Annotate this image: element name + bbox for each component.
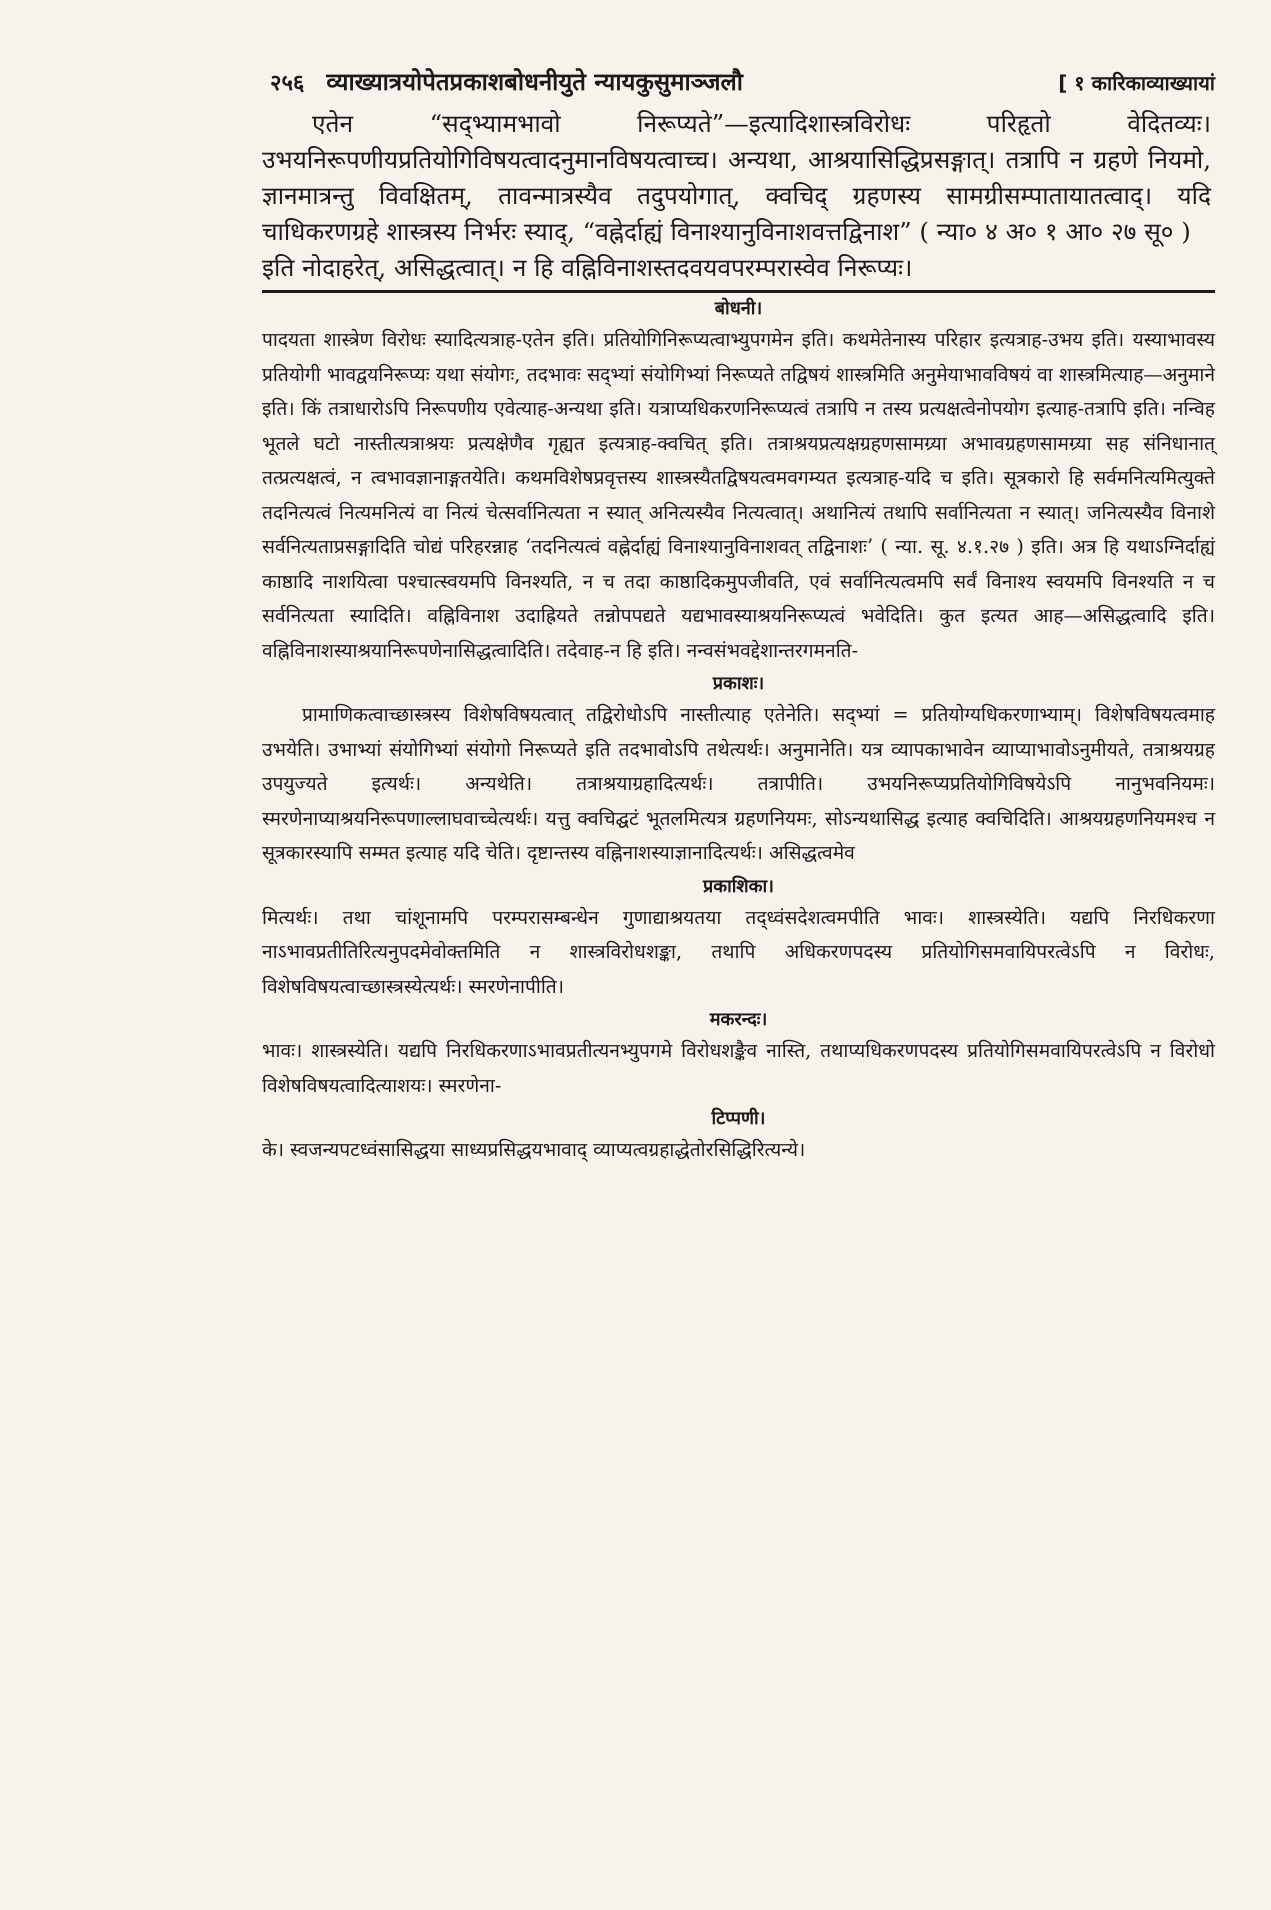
prakashika-section: [262, 873, 1215, 1005]
running-head: [270, 62, 1215, 104]
commentary-paragraph: पादयता शास्त्रेण विरोधः स्यादित्यत्राह-एतेन इति। प्रतियोगिनिरूप्यत्वाभ्युपगमेन इति। कथमेतेनास्य परिहार इत्यत्राह-उभय इति। यस्याभावस्य प्रतियोगी भावद्वयनिरूप्यः यथा संयोगः, तदभावः सद्भ्यां संयोगिभ्यां निरूप्यते तद्विषयं शास्त्रमिति अनुमेयाभावविषयं वा शास्त्रमित्याह—अनुमाने इति। किं तत्राधारोऽपि निरूपणीय एवेत्याह-अन्यथा इति। यत्राप्यधिकरणनिरूप्यत्वं तत्रापि न तस्य प्रत्यक्षत्वेनोपयोग इत्याह-तत्रापि इति। नन्विह भूतले घटो नास्तीत्यत्राश्रयः प्रत्यक्षेणैव गृह्यत इत्यत्राह-क्वचित् इति। तत्राश्रयप्रत्यक्षग्रहणसामग्र्या अभावग्रहणसामग्र्या सह संनिधानात् तत्प्रत्यक्षत्वं, न त्वभावज्ञानाङ्गतयेति। कथमविशेषप्रवृत्तस्य शास्त्रस्यैतद्विषयत्वमवगम्यत इत्यत्राह-यदि च इति। सूत्रकारो हि सर्वमनित्यमित्युक्ते तदनित्यत्वं नित्यमनित्यं वा नित्यं चेत्सर्वानित्यता न स्यात् अनित्यस्यैव नित्यत्वात्। अथानित्यं तथापि सर्वानित्यता न स्यात्। जनित्यस्यैव विनाशे सर्वनित्यताप्रसङ्गादिति चोद्यं परिहरन्नाह ‘तदनित्यत्वं वह्नेर्दाह्यं विनाश्यानुविनाशवत् तद्विनाशः’ ( न्या. सू. ४.१.२७ ) इति। अत्र हि यथाऽग्निर्दाह्यं काष्ठादि नाशयित्वा पश्चात्स्वयमपि विनश्यति, न च तदा काष्ठादिकमुपजीवति, एवं सर्वानित्यत्वमपि सर्वं विनाश्य स्वयमपि विनश्यति न च सर्वनित्यता स्यादिति। वह्निविनाश उदाह्रियते तन्नोपपद्यते यद्यभावस्याश्रयनिरूप्यत्वं भवेदिति। कुत इत्यत आह—असिद्धत्वादि इति। वह्निविनाशस्याश्रयानिरूपणेनासिद्धत्वादिति। तदेवाह-न हि इति। नन्वसंभवद्देशान्तरगमनति-: [262, 328, 1215, 662]
root-text: [262, 106, 1211, 286]
commentary: [262, 295, 1215, 1168]
running-title: व्याख्यात्रयोपेतप्रकाशबोधनीयुते न्यायकुसुमाञ्जलौ: [326, 68, 743, 96]
commentary-paragraph: मित्यर्थः। तथा चांशूनामपि परम्परासम्बन्धेन गुणाद्याश्रयतया तद्ध्वंसदेशत्वमपीति भावः। शास्त्रस्येति। यद्यपि निरधिकरणा नाऽभावप्रतीतिरित्यनुपदमेवोक्तमिति न शास्त्रविरोधशङ्का, तथापि अधिकरणपदस्य प्रतियोगिसमवायिपरत्वेऽपि न विरोधः, विशेषविषयत्वाच्छास्त्रस्येत्यर्थः। स्मरणेनापीति।: [262, 905, 1215, 998]
commentary-paragraph: प्रामाणिकत्वाच्छास्त्रस्य विशेषविषयत्वात् तद्विरोधोऽपि नास्तीत्याह एतेनेति। सद्भ्यां = प्रतियोग्यधिकरणाभ्याम्। विशेषविषयत्वमाह उभयेति। उभाभ्यां संयोगिभ्यां संयोगो निरूप्यते इति तदभावोऽपि तथेत्यर्थः। अनुमानेति। यत्र व्यापकाभावेन व्याप्याभावोऽनुमीयते, तत्राश्रयग्रह उपयुज्यते इत्यर्थः। अन्यथेति। तत्राश्रयाग्रहादित्यर्थः। तत्रापीति। उभयनिरूप्यप्रतियोगिविषयेऽपि नानुभवनियमः। स्मरणेनाप्याश्रयनिरूपणाल्लाघवाच्चेत्यर्थः। यत्तु क्वचिद्घटं भूतलमित्यत्र ग्रहणनियमः, सोऽन्यथासिद्ध इत्याह क्वचिदिति। आश्रयग्रहणनियमश्च न सूत्रकारस्यापि सम्मत इत्याह यदि चेति। दृष्टान्तस्य वह्निनाशस्याज्ञानादित्यर्थः। असिद्धत्वमेव: [262, 703, 1215, 864]
root-text-para: इति नोदाहरेत्, असिद्धत्वात्। न हि वह्निविनाशस्तदवयवपरम्परास्वेव निरूप्यः।: [262, 253, 913, 282]
section-heading: प्रकाशः।: [712, 673, 765, 694]
running-section: [ १ कारिकाव्याख्यायां: [1058, 71, 1215, 95]
root-text-para: एतेन “सद्भ्यामभावो निरूप्यते”—इत्यादिशास्त्रविरोधः परिहृतो वेदितव्यः। उभयनिरूपणीयप्रतियोगिविषयत्वादनुमानविषयत्वाच्च। अन्यथा, आश्रयासिद्धिप्रसङ्गात्। तत्रापि न ग्रहणे नियमो, ज्ञानमात्रन्तु विवक्षितम्, तावन्मात्रस्यैव तदुपयोगात्, क्वचिद् ग्रहणस्य सामग्रीसम्पातायातत्वाद्। यदि चाधिकरणग्रहे शास्त्रस्य निर्भरः स्याद्, “वह्नेर्दाह्यं विनाश्यानुविनाशवत्तद्विनाश” ( न्या० ४ अ० १ आ० २७ सू० ): [262, 109, 1211, 246]
bodhani-section: [262, 295, 1215, 668]
section-heading: मकरन्दः।: [709, 1009, 768, 1030]
section-heading: प्रकाशिका।: [703, 875, 774, 897]
makaranda-section: [262, 1006, 1215, 1103]
prakasha-section: [262, 670, 1215, 871]
tippani-section: [262, 1105, 1215, 1168]
commentary-paragraph: भावः। शास्त्रस्येति। यद्यपि निरधिकरणाऽभावप्रतीत्यनभ्युपगमे विरोधशङ्कैव नास्ति, तथाप्यधिकरणपदस्य प्रतियोगिसमवायिपरत्वेऽपि न विरोधो विशेषविषयत्वादित्याशयः। स्मरणेना-: [262, 1039, 1215, 1097]
section-rule: [262, 290, 1215, 293]
commentary-paragraph: के। स्वजन्यपटध्वंसासिद्धया साध्यप्रसिद्धयभावाद् व्याप्यत्वग्रहाद्धेतोरसिद्धिरित्यन्ये।: [262, 1138, 806, 1161]
page-number: २५६: [270, 71, 305, 96]
section-heading: बोधनी।: [714, 298, 763, 319]
section-heading: टिप्पणी।: [711, 1108, 766, 1129]
